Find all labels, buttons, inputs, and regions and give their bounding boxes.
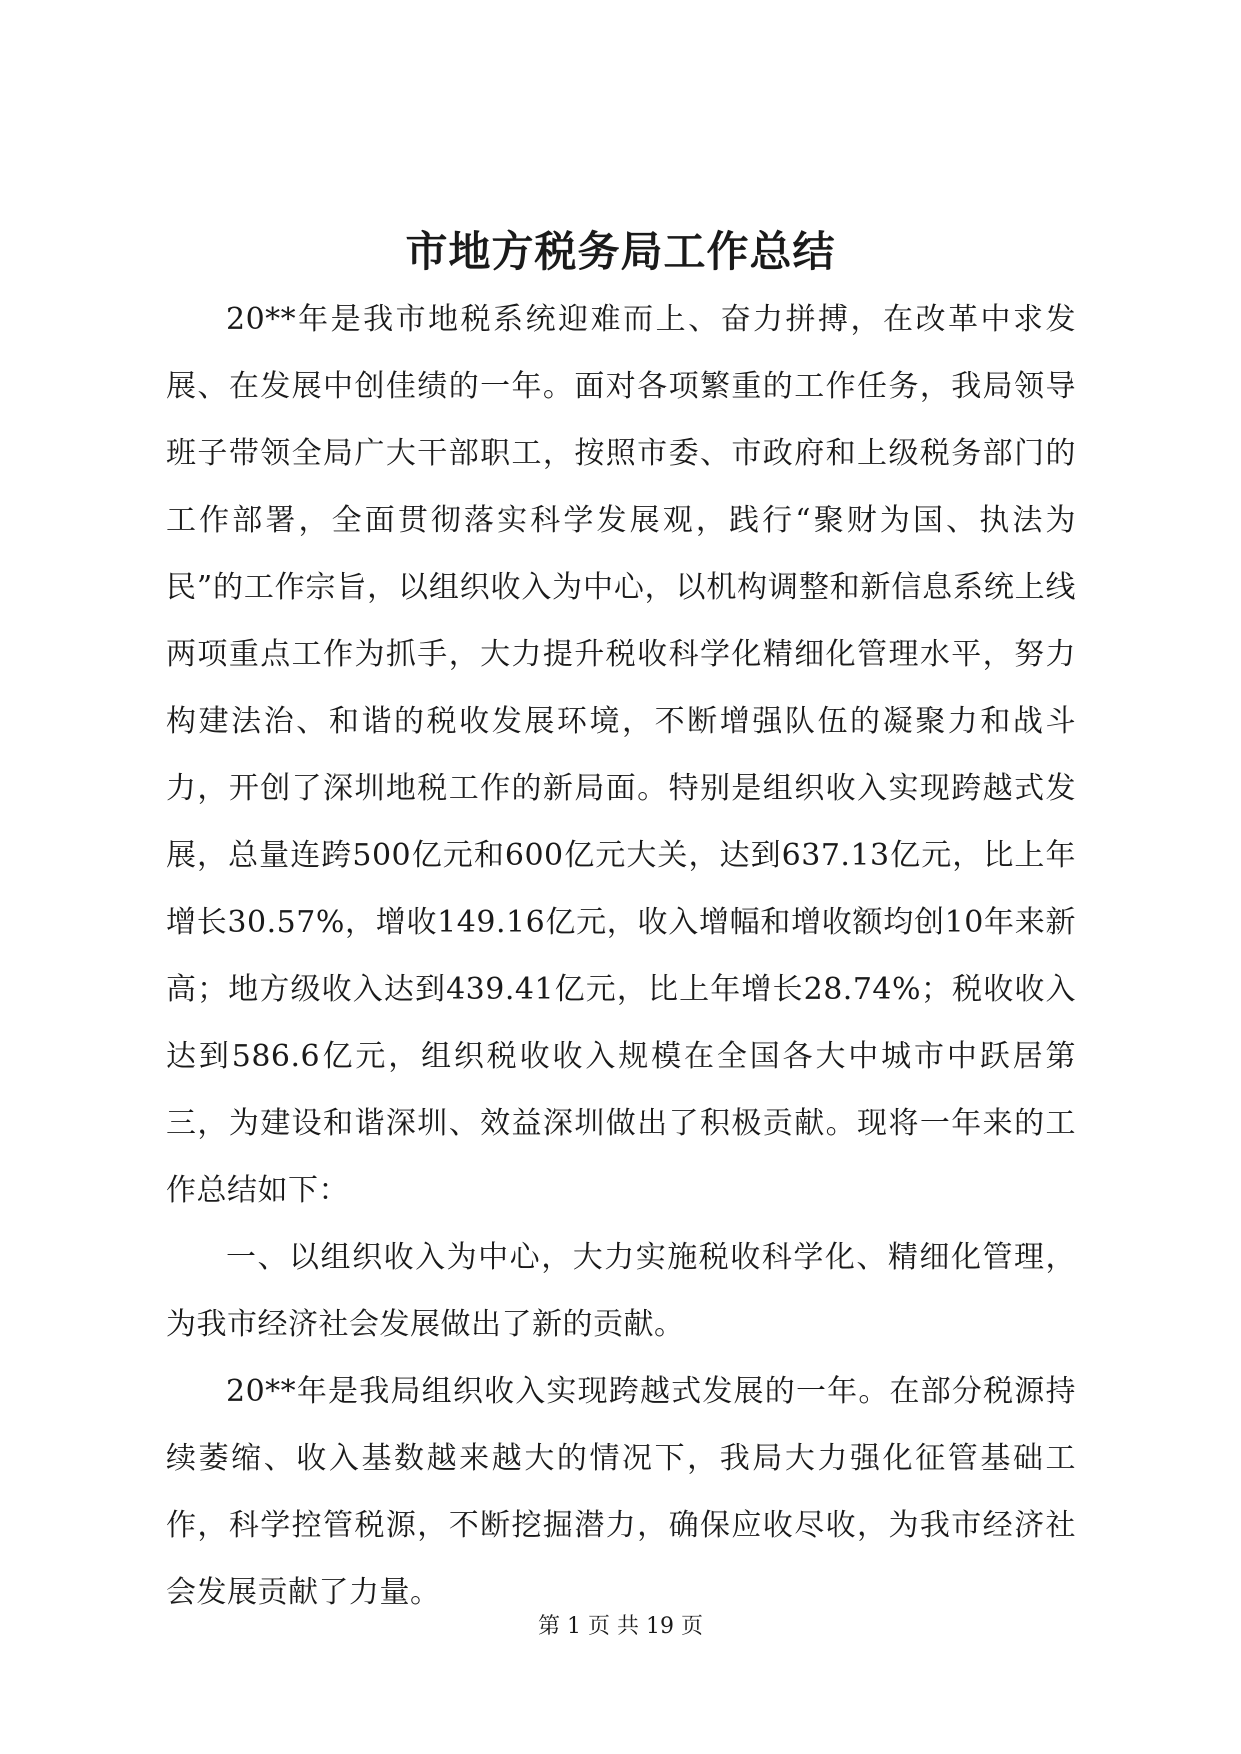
page-number-label: 第 1 页 共 19 页 (538, 1614, 703, 1639)
paragraph-section-1-body: 20**年是我局组织收入实现跨越式发展的一年。在部分税源持续萎缩、收入基数越来越大的情况下，我局大力强化征管基础工作，科学控管税源，不断挖掘潜力，确保应收尽收，为我市经济社会发展贡献了力量。 (166, 1374, 1076, 1610)
paragraph-intro: 20**年是我市地税系统迎难而上、奋力拼搏，在改革中求发展、在发展中创佳绩的一年。面对各项繁重的工作任务，我局领导班子带领全局广大干部职工，按照市委、市政府和上级税务部门的工作部署，全面贯彻落实科学发展观，践行“聚财为国、执法为民”的工作宗旨，以组织收入为中心，以机构调整和新信息系统上线两项重点工作为抓手，大力提升税收科学化精细化管理水平，努力构建法治、和谐的税收发展环境，不断增强队伍的凝聚力和战斗力，开创了深圳地税工作的新局面。特别是组织收入实现跨越式发展，总量连跨500亿元和600亿元大关，达到637.13亿元，比上年增长30.57%，增收149.16亿元，收入增幅和增收额均创10年来新高；地方级收入达到439.41亿元，比上年增长28.74%；税收收入达到586.6亿元，组织税收收入规模在全国各大中城市中跃居第三，为建设和谐深圳、效益深圳做出了积极贡献。现将一年来的工作总结如下： (166, 302, 1076, 1208)
document-title: 市地方税务局工作总结 (405, 227, 836, 276)
paragraph-section-heading-1: 一、以组织收入为中心，大力实施税收科学化、精细化管理，为我市经济社会发展做出了新的贡献。 (166, 1240, 1076, 1342)
document-body (166, 286, 1076, 1626)
page-footer (0, 1612, 1241, 1642)
